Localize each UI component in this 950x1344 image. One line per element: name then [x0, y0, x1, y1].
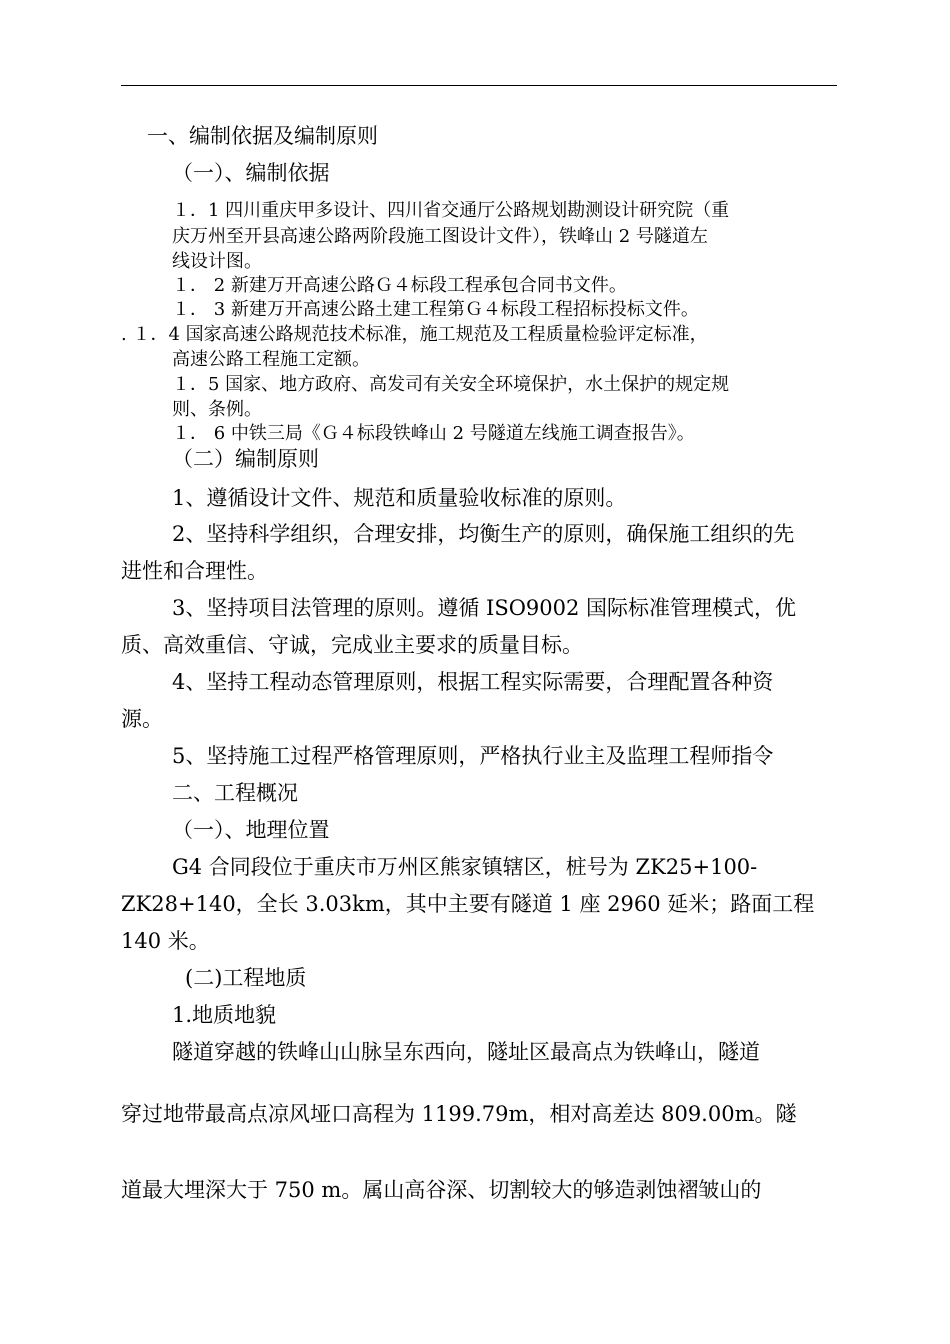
basis-1-5-line2: 则、条例。 [172, 399, 262, 420]
principle-2-line2: 进性和合理性。 [121, 559, 268, 583]
principle-4-line1: 4、坚持工程动态管理原则，根据工程实际需要，合理配置各种资 [172, 670, 774, 694]
basis-1-2: １． 2 新建万开高速公路Ｇ４标段工程承包合同书文件。 [172, 275, 627, 296]
basis-1-1-line2: 庆万州至开县高速公路两阶段施工图设计文件），铁峰山 2 号隧道左 [172, 226, 708, 247]
principle-2-line1: 2、坚持科学组织，合理安排，均衡生产的原则，确保施工组织的先 [172, 522, 795, 546]
basis-1-1-line1: １．1 四川重庆甲多设计、四川省交通厅公路规划勘测设计研究院（重 [172, 200, 730, 221]
geology-line1: 隧道穿越的铁峰山山脉呈东西向，隧址区最高点为铁峰山，隧道 [172, 1040, 760, 1064]
basis-1-5-line1: １．5 国家、地方政府、高发司有关安全环境保护，水土保护的规定规 [172, 374, 730, 395]
subsection-location: （一）、地理位置 [172, 818, 330, 842]
basis-1-1-line3: 线设计图。 [172, 251, 262, 272]
principle-3-line1: 3、坚持项目法管理的原则。遵循 ISO9002 国际标准管理模式，优 [172, 596, 797, 620]
subsection-basis: （一）、编制依据 [172, 161, 330, 185]
basis-1-4-line2: 高速公路工程施工定额。 [172, 349, 370, 370]
principle-1: 1、遵循设计文件、规范和质量验收标准的原则。 [172, 486, 627, 510]
principle-4-line2: 源。 [121, 707, 163, 731]
basis-1-3: １． 3 新建万开高速公路土建工程第Ｇ４标段工程招标投标文件。 [172, 299, 699, 320]
location-line2: ZK28+140，全长 3.03km，其中主要有隧道 1 座 2960 延米；路面工程 [121, 892, 815, 916]
location-line3: 140 米。 [121, 929, 210, 953]
principle-5: 5、坚持施工过程严格管理原则，严格执行业主及监理工程师指令 [172, 744, 774, 768]
location-line1: G4 合同段位于重庆市万州区熊家镇辖区，桩号为 ZK25+100- [172, 855, 758, 879]
geology-landform-heading: 1.地质地貌 [172, 1003, 277, 1027]
geology-line3: 道最大埋深大于 750 m。属山高谷深、切割较大的够造剥蚀褶皱山的 [121, 1178, 762, 1202]
principle-3-line2: 质、高效重信、守诚，完成业主要求的质量目标。 [121, 633, 583, 657]
subsection-geology: (二)工程地质 [185, 966, 307, 990]
section-heading-1: 一、编制依据及编制原则 [147, 124, 378, 148]
header-rule [121, 85, 837, 86]
basis-1-4-line1: . １．4 国家高速公路规范技术标准，施工规范及工程质量检验评定标准， [121, 324, 708, 345]
subsection-principles: （二）编制原则 [172, 447, 319, 471]
basis-1-6: １． 6 中铁三局《Ｇ４标段铁峰山 2 号隧道左线施工调查报告》。 [172, 423, 695, 444]
section-heading-2: 二、工程概况 [172, 781, 298, 805]
geology-line2: 穿过地带最高点凉风垭口高程为 1199.79m，相对高差达 809.00m。隧 [121, 1102, 797, 1126]
